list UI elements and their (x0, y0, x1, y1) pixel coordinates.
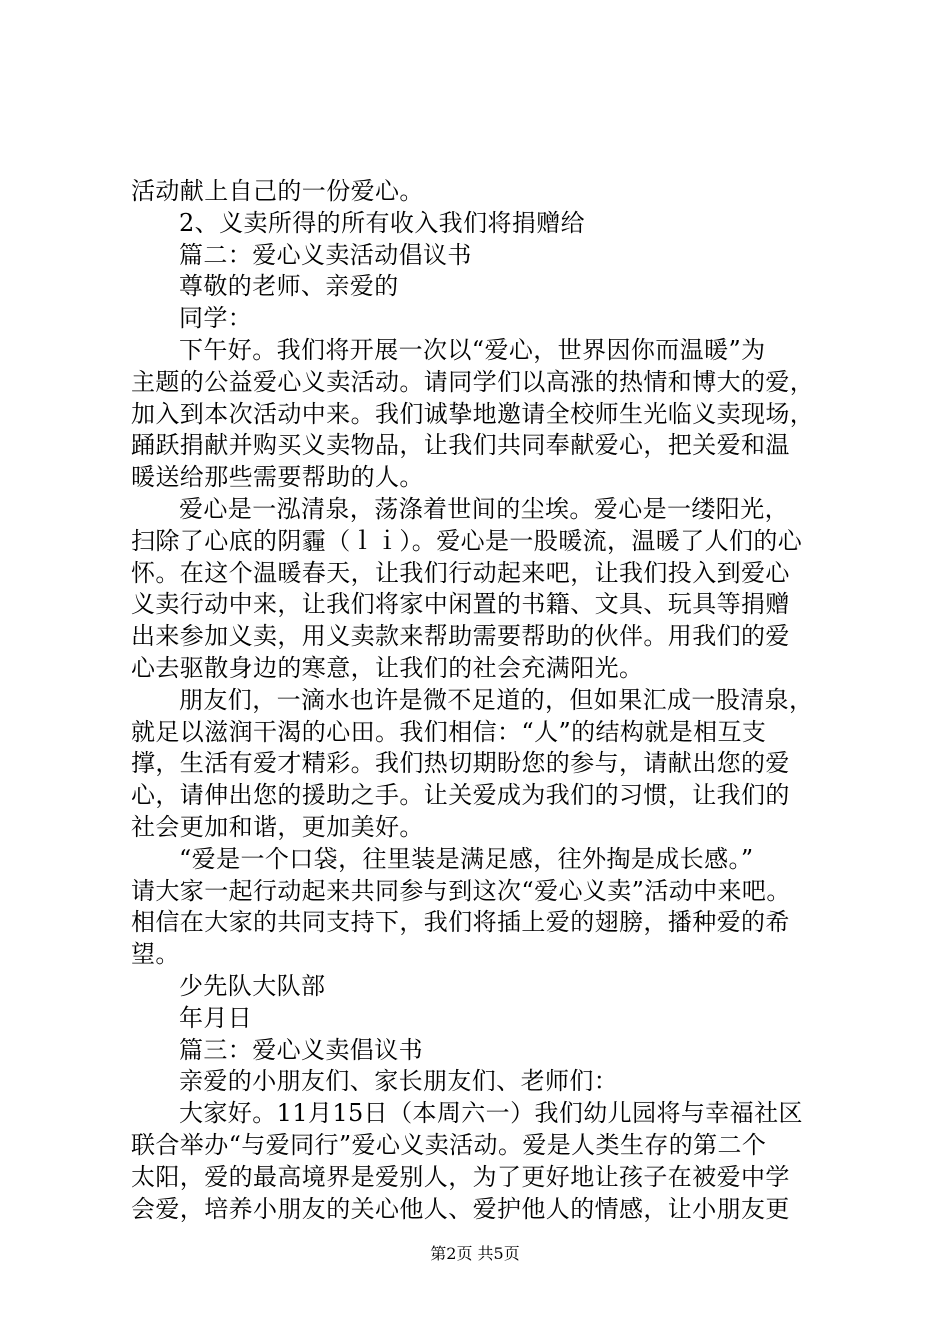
text-line: 就足以滋润干渴的心田。我们相信：“人”的结构就是相互支 (131, 717, 767, 746)
page-footer: 第2页 共5页 (430, 1244, 520, 1263)
text-line: 尊敬的老师、亲爱的 (179, 272, 399, 301)
text-line: 撑，生活有爱才精彩。我们热切期盼您的参与，请献出您的爱 (131, 749, 790, 778)
text-line: 主题的公益爱心义卖活动。请同学们以高涨的热情和博大的爱， (131, 367, 815, 396)
text-line: 望。 (131, 940, 180, 969)
text-line: 爱心是一泓清泉，荡涤着世间的尘埃。爱心是一缕阳光， (179, 494, 789, 523)
text-line: 暖送给那些需要帮助的人。 (131, 463, 424, 492)
text-line: 相信在大家的共同支持下，我们将插上爱的翅膀，播种爱的希 (131, 908, 790, 937)
text-line: 怀。在这个温暖春天，让我们行动起来吧，让我们投入到爱心 (131, 558, 790, 587)
text-line: 大家好。11月15日（本周六一）我们幼儿园将与幸福社区 (179, 1099, 803, 1128)
document-body (131, 176, 831, 1225)
text-line: 请大家一起行动起来共同参与到这次“爱心义卖”活动中来吧。 (131, 876, 791, 905)
text-line: 活动献上自己的一份爱心。 (131, 177, 424, 205)
text-line: 同学： (179, 304, 253, 333)
text-line: 社会更加和谐，更加美好。 (131, 812, 424, 841)
text-line: 篇三：爱心义卖倡议书 (179, 1035, 423, 1064)
text-line: 出来参加义卖，用义卖款来帮助需要帮助的伙伴。用我们的爱 (131, 622, 790, 651)
text-line: 扫除了心底的阴霾（ｌｉ）。爱心是一股暖流，温暖了人们的心 (131, 526, 803, 555)
text-line: 加入到本次活动中来。我们诚挚地邀请全校师生光临义卖现场， (131, 399, 815, 428)
text-line: 少先队大队部 (179, 971, 326, 1000)
text-line: 篇二：爱心义卖活动倡议书 (179, 240, 472, 269)
text-line: 义卖行动中来，让我们将家中闲置的书籍、文具、玩具等捐赠 (131, 590, 790, 619)
text-line: 年月日 (179, 1003, 253, 1032)
text-line: 会爱，培养小朋友的关心他人、爱护他人的情感，让小朋友更 (131, 1194, 790, 1223)
text-line: 联合举办“与爱同行”爱心义卖活动。爱是人类生存的第二个 (131, 1130, 767, 1159)
text-line: 太阳，爱的最高境界是爱别人，为了更好地让孩子在被爱中学 (131, 1162, 790, 1191)
text-line: 心，请伸出您的援助之手。让关爱成为我们的习惯，让我们的 (131, 781, 790, 810)
text-line: 亲爱的小朋友们、家长朋友们、老师们： (179, 1067, 619, 1096)
text-line: 下午好。我们将开展一次以“爱心，世界因你而温暖”为 (179, 335, 766, 364)
text-line: “爱是一个口袋，往里装是满足感，往外掏是成长感。” (179, 844, 754, 873)
text-line: 2、义卖所得的所有收入我们将捐赠给 (179, 208, 586, 237)
text-line: 朋友们，一滴水也许是微不足道的，但如果汇成一股清泉， (179, 685, 814, 714)
text-line: 踊跃捐献并购买义卖物品，让我们共同奉献爱心，把关爱和温 (131, 431, 790, 460)
text-line: 心去驱散身边的寒意，让我们的社会充满阳光。 (131, 653, 644, 682)
